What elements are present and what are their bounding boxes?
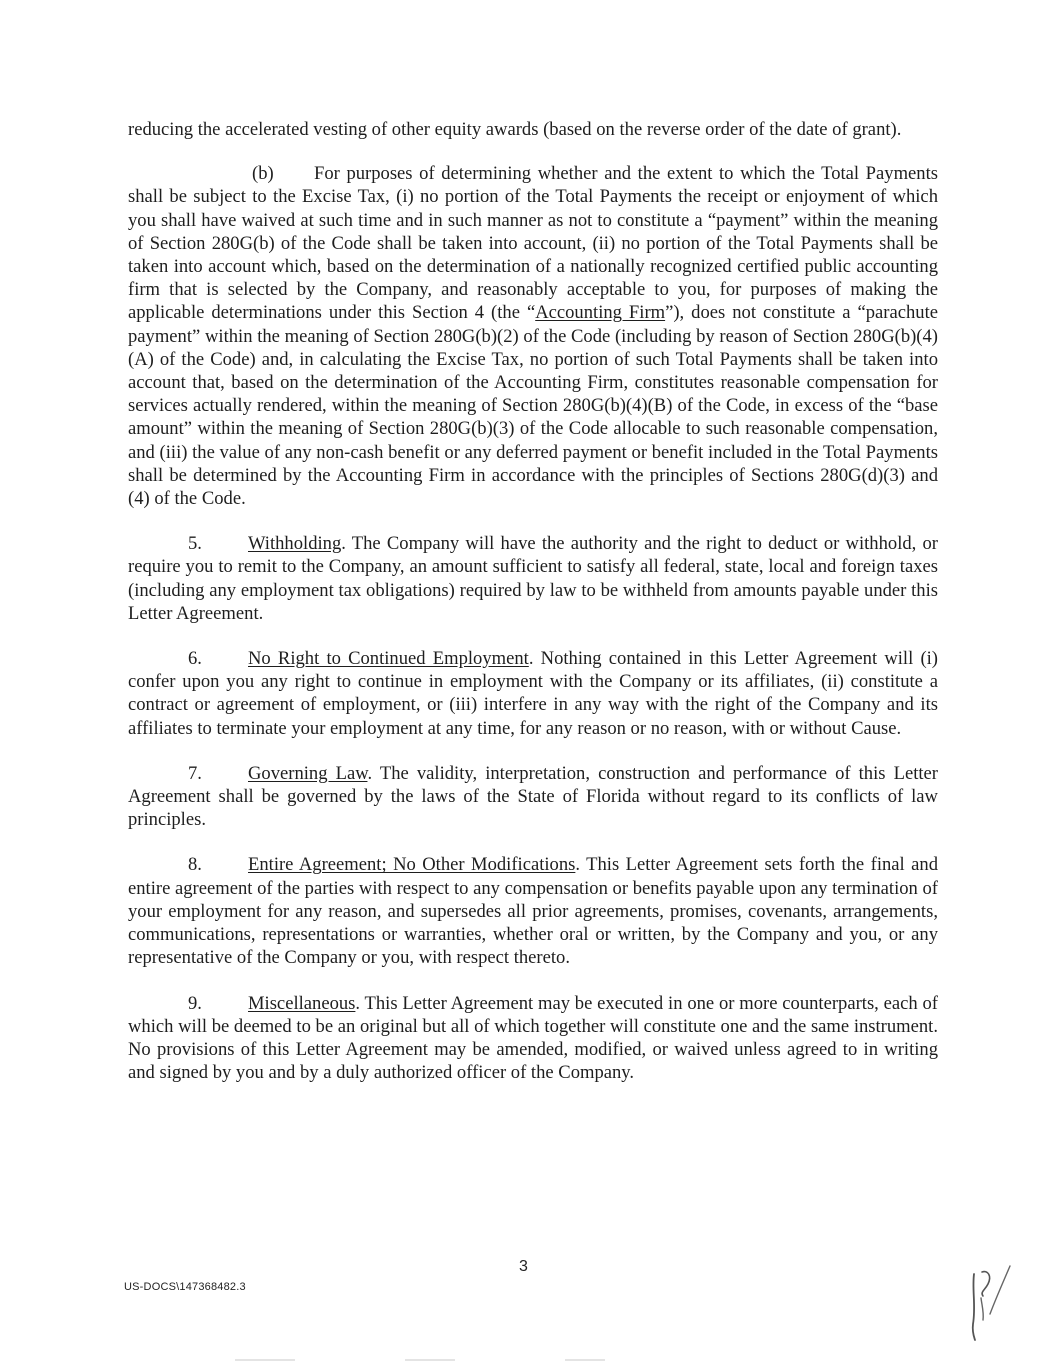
section-6-no-right-to-continued-employment bbox=[128, 647, 938, 740]
initials-stroke-2 bbox=[982, 1272, 990, 1296]
section-number: 6. bbox=[188, 648, 202, 670]
scan-artifact bbox=[235, 1359, 295, 1361]
document-id: US-DOCS\147368482.3 bbox=[124, 1281, 246, 1293]
handwritten-initials bbox=[962, 1262, 1012, 1342]
section-heading: No Right to Continued Employment bbox=[248, 648, 529, 670]
section-9-miscellaneous bbox=[128, 992, 938, 1085]
scan-artifact bbox=[405, 1359, 455, 1361]
section-number: 9. bbox=[188, 992, 202, 1014]
section-number: 8. bbox=[188, 854, 202, 876]
section-text: . This Letter Agreement may be executed in one or more counterparts, each of which will be deemed to be an original but all of which together will constitute one and the same instrument. No provisions of this Letter Agreement may be amended, modified, or waived unless agreed to in writing and signed by you and by a duly authorized officer of the Company. bbox=[128, 992, 938, 1084]
section-text: . Nothing contained in this Letter Agreement will (i) confer upon you any right to continue in employment with the Company or its affiliates, (ii) constitute a contract or agreement of employment, or (iii) interfere in any way with the right of the Company and its affiliates to terminate your employment at any time, for any reason or no reason, with or without Cause. bbox=[128, 648, 938, 739]
section-heading: Entire Agreement; No Other Modifications bbox=[248, 854, 576, 876]
section-heading: Withholding bbox=[248, 533, 342, 555]
subsection-label: (b) bbox=[252, 163, 274, 185]
paragraph-4b-text: For purposes of determining whether and the extent to which the Total Payments shall be subject to the Excise Tax, (i) no portion of the Total Payments the receipt or enjoyment of which you shall have waived at such time and in such manner as not to constitute a “payment” within the meaning of Section 280G(b) of the Code shall be taken into account, (ii) no portion of the Total Payments shall be taken into account which, based on the determination of a nationally recognized certified public accounting firm that is selected by the Company, and reasonably acceptable to you, for purposes of making the applicable determinations under this Section 4 (the “ bbox=[128, 163, 938, 324]
initials-stroke-3 bbox=[981, 1298, 983, 1320]
section-8-entire-agreement bbox=[128, 853, 938, 969]
paragraph-4b bbox=[128, 162, 938, 510]
paragraph-continuation: reducing the accelerated vesting of other equity awards (based on the reverse order of the date of grant). bbox=[128, 119, 902, 140]
section-5-withholding bbox=[128, 532, 938, 625]
defined-term-accounting-firm: Accounting Firm bbox=[535, 302, 666, 324]
section-text: . The Company will have the authority and the right to deduct or withhold, or require you to remit to the Company, an amount sufficient to satisfy all federal, state, local and foreign taxes (including any employment tax obligations) required by law to be withheld from amounts payable under this Letter Agreement. bbox=[128, 533, 938, 624]
section-heading: Governing Law bbox=[248, 762, 368, 784]
section-text: . The validity, interpretation, construction and performance of this Letter Agreement shall be governed by the laws of the State of Florida without regard to its conflicts of law principles. bbox=[128, 762, 938, 831]
initials-stroke-1 bbox=[973, 1274, 975, 1340]
section-7-governing-law bbox=[128, 762, 938, 832]
document-body bbox=[128, 118, 938, 1106]
section-heading: Miscellaneous bbox=[248, 992, 356, 1014]
paragraph-4b-text-continued: ”), does not constitute a “parachute payment” within the meaning of Section 280G(b)(2) of the Code (including by reason of Section 280G(b)(4)(A) of the Code) and, in calculating the Excise Tax, no portion of such Total Payments shall be taken into account that, based on the determination of the Accounting Firm, constitutes reasonable compensation for services actually rendered, within the meaning of Section 280G(b)(4)(B) of the Code, in excess of the “base amount” within the meaning of Section 280G(b)(3) of the Code allocable to such reasonable compensation, and (iii) the value of any non-cash benefit or any deferred payment or benefit included in the Total Payments shall be determined by the Accounting Firm in accordance with the principles of Sections 280G(d)(3) and (4) of the Code. bbox=[128, 302, 939, 510]
scan-artifact bbox=[565, 1359, 605, 1361]
page-number: 3 bbox=[519, 1258, 528, 1275]
section-number: 5. bbox=[188, 533, 202, 555]
section-text: . This Letter Agreement sets forth the final and entire agreement of the parties with respect to any compensation or benefits payable upon any termination of your employment for any reason, and supersedes all prior agreements, promises, covenants, arrangements, communications, representations or warranties, whether oral or written, by the Company and you, or any representative of the Company or you, with respect thereto. bbox=[128, 854, 938, 969]
initials-stroke-4 bbox=[990, 1266, 1010, 1314]
section-number: 7. bbox=[188, 762, 202, 784]
